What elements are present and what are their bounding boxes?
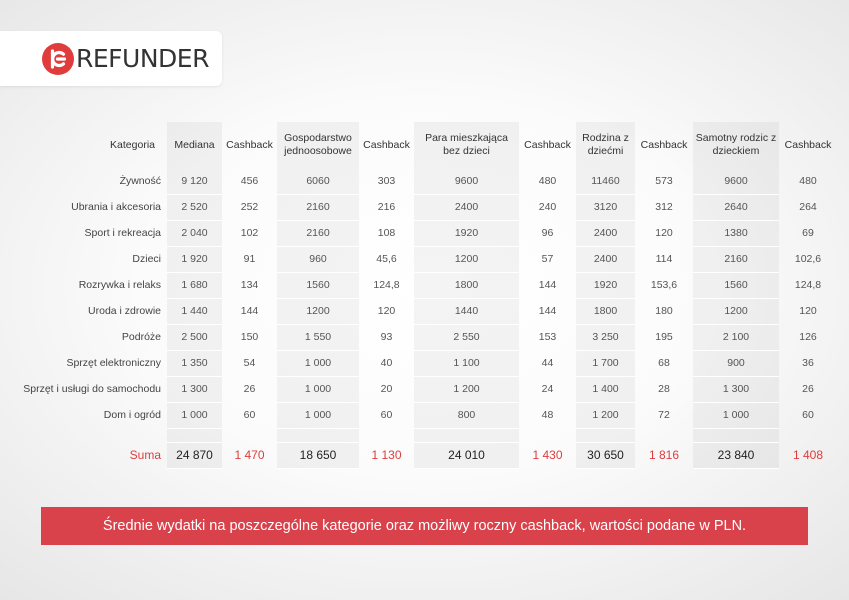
value-cell: 1920 xyxy=(576,272,635,298)
header-cell: Cashback xyxy=(524,138,571,151)
value-cell: 1200 xyxy=(693,298,779,324)
value-cell: 120 xyxy=(655,227,673,239)
value-cell: 60 xyxy=(802,409,814,421)
value-cell: 1560 xyxy=(693,272,779,298)
value-cell: 72 xyxy=(658,409,670,421)
value-cell: 1440 xyxy=(414,298,519,324)
value-cell: 2 500 xyxy=(167,324,222,350)
value-cell: 1200 xyxy=(277,298,359,324)
value-cell: 91 xyxy=(243,253,256,265)
sum-cell: 18 650 xyxy=(277,442,359,468)
value-cell: 1800 xyxy=(414,272,519,298)
value-cell: 9 120 xyxy=(167,168,222,194)
value-cell: 48 xyxy=(541,409,554,421)
value-cell: 480 xyxy=(538,175,557,187)
header-cell: Rodzina z dziećmi xyxy=(576,122,635,168)
value-cell: 1800 xyxy=(576,298,635,324)
value-cell: 120 xyxy=(377,305,396,317)
value-cell: 900 xyxy=(693,350,779,376)
value-cell: 1 680 xyxy=(167,272,222,298)
category-cell: Sprzęt elektroniczny xyxy=(66,357,161,369)
value-cell: 93 xyxy=(380,331,393,343)
table-row xyxy=(5,220,837,246)
value-cell: 1920 xyxy=(414,220,519,246)
value-cell: 195 xyxy=(655,331,673,343)
table-row xyxy=(5,402,837,428)
category-cell: Dzieci xyxy=(132,253,161,265)
spacer-row xyxy=(5,428,837,442)
spacer-cell xyxy=(576,428,635,442)
header-cell: Cashback xyxy=(640,138,688,151)
value-cell: 1 200 xyxy=(414,376,519,402)
value-cell: 124,8 xyxy=(794,279,822,291)
table-row xyxy=(5,194,837,220)
value-cell: 1 000 xyxy=(277,350,359,376)
value-cell: 69 xyxy=(802,227,814,239)
value-cell: 6060 xyxy=(277,168,359,194)
spacer-cell xyxy=(359,428,414,442)
sum-row xyxy=(5,442,837,468)
value-cell: 800 xyxy=(414,402,519,428)
value-cell: 26 xyxy=(243,383,256,395)
value-cell: 1 350 xyxy=(167,350,222,376)
value-cell: 153 xyxy=(538,331,557,343)
value-cell: 1 550 xyxy=(277,324,359,350)
value-cell: 2640 xyxy=(693,194,779,220)
category-cell: Podróże xyxy=(121,331,161,343)
value-cell: 960 xyxy=(277,246,359,272)
value-cell: 480 xyxy=(799,175,817,187)
cashback-table xyxy=(5,122,837,469)
value-cell: 9600 xyxy=(414,168,519,194)
category-cell: Rozrywka i relaks xyxy=(78,279,161,291)
spacer-cell xyxy=(222,428,277,442)
value-cell: 216 xyxy=(377,201,396,213)
header-cell: Para mieszkająca bez dzieci xyxy=(414,122,519,168)
value-cell: 2400 xyxy=(414,194,519,220)
table-row xyxy=(5,272,837,298)
value-cell: 126 xyxy=(799,331,817,343)
category-cell: Sprzęt i usługi do samochodu xyxy=(23,383,161,395)
value-cell: 303 xyxy=(377,175,396,187)
value-cell: 11460 xyxy=(576,168,635,194)
header-cell: Mediana xyxy=(167,122,222,168)
value-cell: 45,6 xyxy=(376,253,397,265)
header-cell: Kategoria xyxy=(110,138,155,151)
value-cell: 60 xyxy=(243,409,256,421)
category-cell: Sport i rekreacja xyxy=(84,227,161,239)
sum-cell: 24 010 xyxy=(414,442,519,468)
value-cell: 1 000 xyxy=(693,402,779,428)
table-row xyxy=(5,324,837,350)
value-cell: 1 400 xyxy=(576,376,635,402)
category-cell: Ubrania i akcesoria xyxy=(71,201,161,213)
spacer-cell xyxy=(519,428,576,442)
value-cell: 153,6 xyxy=(650,279,678,291)
spacer-cell xyxy=(779,428,837,442)
value-cell: 150 xyxy=(240,331,259,343)
value-cell: 1 700 xyxy=(576,350,635,376)
sum-cell: 24 870 xyxy=(167,442,222,468)
value-cell: 240 xyxy=(538,201,557,213)
spacer-cell xyxy=(635,428,693,442)
refunder-logo-icon xyxy=(42,43,74,75)
value-cell: 1200 xyxy=(414,246,519,272)
value-cell: 2160 xyxy=(277,194,359,220)
sum-cell: 23 840 xyxy=(693,442,779,468)
value-cell: 2 520 xyxy=(167,194,222,220)
sum-cell: 30 650 xyxy=(576,442,635,468)
value-cell: 54 xyxy=(243,357,256,369)
value-cell: 3120 xyxy=(576,194,635,220)
sum-cell: 1 816 xyxy=(648,448,680,462)
value-cell: 2400 xyxy=(576,220,635,246)
value-cell: 252 xyxy=(240,201,259,213)
value-cell: 9600 xyxy=(693,168,779,194)
value-cell: 108 xyxy=(377,227,396,239)
header-cell: Cashback xyxy=(363,138,410,151)
sum-cell: 1 430 xyxy=(532,448,563,462)
value-cell: 180 xyxy=(655,305,673,317)
value-cell: 144 xyxy=(538,279,557,291)
value-cell: 1 000 xyxy=(277,402,359,428)
value-cell: 456 xyxy=(240,175,259,187)
value-cell: 134 xyxy=(240,279,259,291)
value-cell: 144 xyxy=(538,305,557,317)
value-cell: 60 xyxy=(380,409,393,421)
header-cell: Gospodarstwo jednoosobowe xyxy=(277,122,359,168)
value-cell: 2 040 xyxy=(167,220,222,246)
table-row xyxy=(5,246,837,272)
sum-cell: 1 408 xyxy=(792,448,824,462)
spacer-cell xyxy=(167,428,222,442)
header-cell: Cashback xyxy=(226,138,273,151)
value-cell: 1 440 xyxy=(167,298,222,324)
value-cell: 1 300 xyxy=(167,376,222,402)
sum-cell: 1 470 xyxy=(234,448,265,462)
value-cell: 1 300 xyxy=(693,376,779,402)
value-cell: 2160 xyxy=(277,220,359,246)
category-cell: Uroda i zdrowie xyxy=(88,305,161,317)
value-cell: 1 100 xyxy=(414,350,519,376)
value-cell: 102,6 xyxy=(794,253,822,265)
value-cell: 264 xyxy=(799,201,817,213)
value-cell: 573 xyxy=(655,175,673,187)
value-cell: 57 xyxy=(541,253,554,265)
spacer-cell xyxy=(5,428,167,442)
value-cell: 1380 xyxy=(693,220,779,246)
value-cell: 44 xyxy=(541,357,554,369)
value-cell: 2160 xyxy=(693,246,779,272)
sum-cell: 1 130 xyxy=(371,448,402,462)
value-cell: 1 920 xyxy=(167,246,222,272)
value-cell: 40 xyxy=(380,357,393,369)
value-cell: 312 xyxy=(655,201,673,213)
value-cell: 1 000 xyxy=(277,376,359,402)
table-row xyxy=(5,298,837,324)
value-cell: 102 xyxy=(240,227,259,239)
header-row xyxy=(5,122,837,168)
value-cell: 2 100 xyxy=(693,324,779,350)
value-cell: 68 xyxy=(658,357,670,369)
spacer-cell xyxy=(277,428,359,442)
header-cell: Cashback xyxy=(784,138,832,151)
category-cell: Żywność xyxy=(119,175,161,187)
table-row xyxy=(5,350,837,376)
value-cell: 2400 xyxy=(576,246,635,272)
value-cell: 24 xyxy=(541,383,554,395)
category-cell: Dom i ogród xyxy=(103,409,161,421)
logo xyxy=(0,31,222,86)
value-cell: 1560 xyxy=(277,272,359,298)
value-cell: 26 xyxy=(802,383,814,395)
value-cell: 1 000 xyxy=(167,402,222,428)
value-cell: 36 xyxy=(802,357,814,369)
spacer-cell xyxy=(414,428,519,442)
value-cell: 124,8 xyxy=(373,279,400,291)
value-cell: 3 250 xyxy=(576,324,635,350)
sum-label: Suma xyxy=(129,448,161,462)
spacer-cell xyxy=(693,428,779,442)
value-cell: 114 xyxy=(655,253,673,265)
table-row xyxy=(5,168,837,194)
table-row xyxy=(5,376,837,402)
value-cell: 2 550 xyxy=(414,324,519,350)
logo-text: REFUNDER xyxy=(76,44,209,73)
caption-banner: Średnie wydatki na poszczególne kategorie oraz możliwy roczny cashback, wartości podane w PLN. xyxy=(41,507,808,545)
value-cell: 120 xyxy=(799,305,817,317)
value-cell: 144 xyxy=(240,305,259,317)
value-cell: 20 xyxy=(380,383,393,395)
value-cell: 1 200 xyxy=(576,402,635,428)
header-cell: Samotny rodzic z dzieckiem xyxy=(693,122,779,168)
value-cell: 28 xyxy=(658,383,670,395)
value-cell: 96 xyxy=(541,227,554,239)
